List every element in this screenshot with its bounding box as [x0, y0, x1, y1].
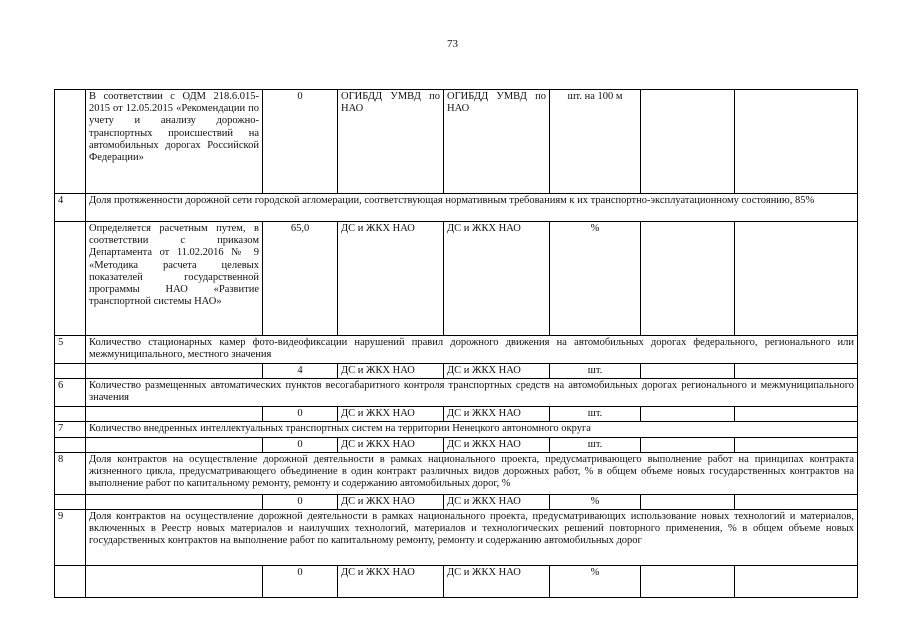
responsible-cell: ДС и ЖКХ НАО [338, 222, 444, 336]
indicator-title-cell: Количество размещенных автоматических пунктов весогабаритного контроля транспортных средств на автомобильных дорогах регионального и межмуниципального значения [86, 379, 858, 407]
empty-cell [735, 364, 858, 379]
source-cell: ОГИБДД УМВД по НАО [444, 90, 550, 194]
table-row [55, 222, 858, 336]
unit-cell: шт. [550, 364, 641, 379]
indicator-title-cell: Количество стационарных камер фото-видеофиксации нарушений правил дорожного движения на автомобильных дорогах федерального, регионального или межмуниципального, местного значения [86, 336, 858, 364]
row-number-cell [55, 407, 86, 422]
unit-cell: шт. [550, 407, 641, 422]
empty-cell [641, 494, 735, 509]
empty-cell [735, 407, 858, 422]
indicator-title-cell: Доля протяженности дорожной сети городской агломерации, соответствующая нормативным требованиям к их транспортно-эксплуатационному состоянию, 85% [86, 194, 858, 222]
value-cell: 4 [263, 364, 338, 379]
empty-cell [735, 437, 858, 452]
source-cell: ДС и ЖКХ НАО [444, 494, 550, 509]
row-number-cell [55, 437, 86, 452]
table-row [55, 422, 858, 437]
row-number-cell [55, 222, 86, 336]
indicator-title-cell: Количество внедренных интеллектуальных транспортных систем на территории Ненецкого автономного округа [86, 422, 858, 437]
row-number-cell [55, 364, 86, 379]
value-cell: 0 [263, 494, 338, 509]
empty-cell [735, 494, 858, 509]
source-cell: ДС и ЖКХ НАО [444, 566, 550, 598]
table-row [55, 510, 858, 566]
method-cell [86, 407, 263, 422]
table-row [55, 336, 858, 364]
indicator-title-cell: Доля контрактов на осуществление дорожной деятельности в рамках национального проекта, предусматривающих использование новых технологий и материалов, включенных в Реестр новых материалов и наилучших технологий, материалов и технологических решений повторного применения, % в общем объеме новых государственных контрактов на выполнение работ по капитальному ремонту, ремонту и содержанию автомобильных дорог [86, 510, 858, 566]
row-number-cell [55, 566, 86, 598]
table-row [55, 364, 858, 379]
value-cell: 0 [263, 90, 338, 194]
source-cell: ДС и ЖКХ НАО [444, 407, 550, 422]
empty-cell [641, 566, 735, 598]
table-row [55, 379, 858, 407]
row-number-cell [55, 90, 86, 194]
method-cell [86, 437, 263, 452]
item-number-cell: 7 [55, 422, 86, 437]
empty-cell [641, 437, 735, 452]
empty-cell [735, 566, 858, 598]
method-cell: Определяется расчетным путем, в соответствии с приказом Департамента от 11.02.2016 № 9 «Методика расчета целевых показателей государственной программы НАО «Развитие транспортной системы НАО» [86, 222, 263, 336]
value-cell: 0 [263, 407, 338, 422]
value-cell: 0 [263, 437, 338, 452]
unit-cell: шт. [550, 437, 641, 452]
indicators-table [54, 89, 858, 598]
method-cell [86, 566, 263, 598]
responsible-cell: ДС и ЖКХ НАО [338, 437, 444, 452]
table-row [55, 566, 858, 598]
value-cell: 0 [263, 566, 338, 598]
empty-cell [735, 222, 858, 336]
responsible-cell: ДС и ЖКХ НАО [338, 494, 444, 509]
method-cell [86, 494, 263, 509]
empty-cell [735, 90, 858, 194]
source-cell: ДС и ЖКХ НАО [444, 364, 550, 379]
table-row [55, 194, 858, 222]
row-number-cell [55, 494, 86, 509]
responsible-cell: ДС и ЖКХ НАО [338, 566, 444, 598]
unit-cell: % [550, 494, 641, 509]
item-number-cell: 5 [55, 336, 86, 364]
table-row [55, 494, 858, 509]
source-cell: ДС и ЖКХ НАО [444, 437, 550, 452]
responsible-cell: ОГИБДД УМВД по НАО [338, 90, 444, 194]
item-number-cell: 8 [55, 452, 86, 494]
responsible-cell: ДС и ЖКХ НАО [338, 407, 444, 422]
unit-cell: шт. на 100 м [550, 90, 641, 194]
item-number-cell: 6 [55, 379, 86, 407]
source-cell: ДС и ЖКХ НАО [444, 222, 550, 336]
indicator-title-cell: Доля контрактов на осуществление дорожной деятельности в рамках национального проекта, предусматривающего выполнение работ на принципах контракта жизненного цикла, предусматривающего объединение в один контракт различных видов дорожных работ, % в общем объеме новых государственных контрактов на выполнение работ по капитальному ремонту, ремонту и содержанию автомобильных дорог, % [86, 452, 858, 494]
item-number-cell: 9 [55, 510, 86, 566]
unit-cell: % [550, 566, 641, 598]
table-row [55, 452, 858, 494]
table-row [55, 407, 858, 422]
responsible-cell: ДС и ЖКХ НАО [338, 364, 444, 379]
method-cell [86, 364, 263, 379]
unit-cell: % [550, 222, 641, 336]
value-cell: 65,0 [263, 222, 338, 336]
page-number: 73 [447, 38, 458, 50]
item-number-cell: 4 [55, 194, 86, 222]
method-cell: В соответствии с ОДМ 218.6.015-2015 от 12.05.2015 «Рекомендации по учету и анализу дорожно-транспортных происшествий на автомобильных дорогах Российской Федерации» [86, 90, 263, 194]
empty-cell [641, 364, 735, 379]
empty-cell [641, 222, 735, 336]
table-row [55, 437, 858, 452]
table-row [55, 90, 858, 194]
empty-cell [641, 407, 735, 422]
empty-cell [641, 90, 735, 194]
